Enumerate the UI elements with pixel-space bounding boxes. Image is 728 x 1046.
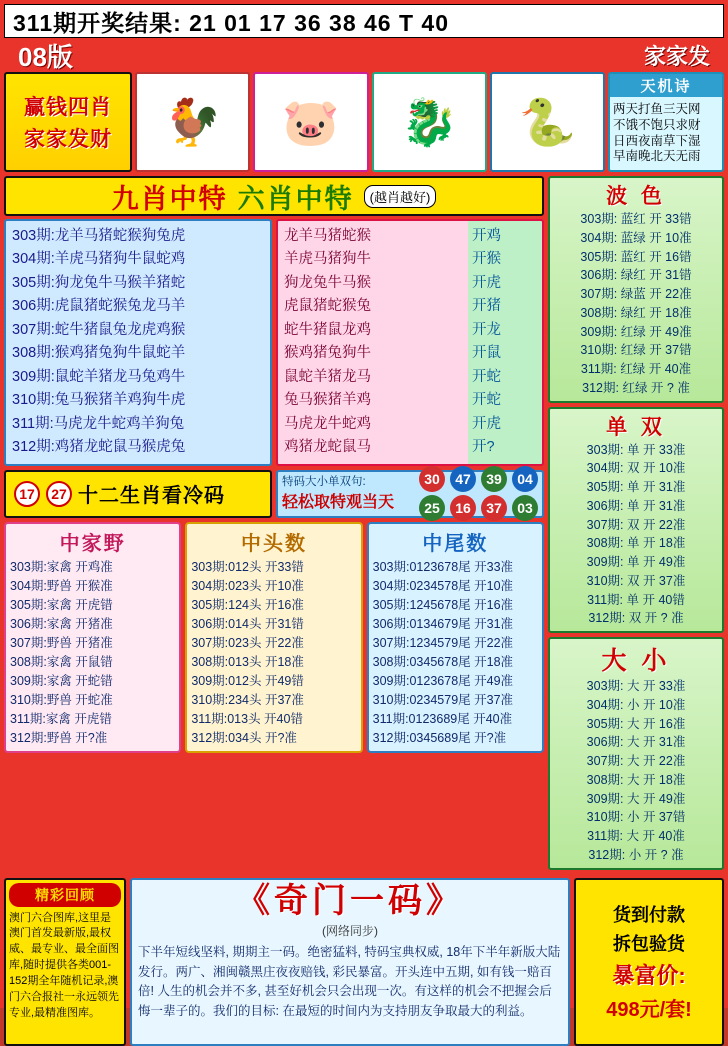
table-row: 306期: 绿红 开 31错 (580, 268, 692, 283)
middle-section (4, 176, 724, 874)
table-row: 310期: 双 开 37准 (586, 573, 686, 588)
promo-panel (130, 878, 570, 1046)
table-row: 309期:012头 开49错 (191, 673, 304, 688)
cold-ball-2: 27 (46, 481, 72, 507)
table-row: 303期:家禽 开鸡准 (10, 559, 113, 574)
table-row: 309期:家禽 开蛇错 (10, 673, 113, 688)
table-row: 306期: 大 开 31准 (586, 735, 686, 750)
payment-line-2: 拆包验货 (613, 934, 685, 954)
table-row: 309期:0123678尾 开49准 (372, 673, 514, 688)
table-row: 306期:家禽 开猪准 (10, 616, 113, 631)
six-animals-values (278, 221, 468, 464)
box-weishu (367, 522, 544, 753)
table-row: 306期:014头 开31错 (191, 616, 304, 631)
box-title: 中尾数 (422, 532, 489, 555)
result-header: 311期开奖结果: 21 01 17 36 38 46 T 40 (4, 4, 724, 38)
poem-line-3: 日西夜南草下湿 (613, 133, 701, 148)
special-code-title: 特码大小单双句: (282, 475, 366, 488)
prediction-tables (4, 219, 544, 466)
table-row: 鼠蛇羊猪龙马 (284, 368, 371, 385)
table-row: 309期:鼠蛇羊猪龙马兔鸡牛 (12, 368, 186, 385)
poem-line-2: 不饿不饱只求财 (613, 117, 701, 132)
table-row: 303期: 单 开 33准 (586, 442, 686, 457)
code-ball: 03 (512, 495, 538, 521)
slogan-line-2: 家家发财 (24, 128, 112, 151)
table-row: 308期: 单 开 18准 (586, 536, 686, 551)
table-row: 311期:013头 开40错 (191, 711, 303, 726)
panel-title: 波 色 (606, 185, 666, 208)
special-code-subtitle: 轻松取特观当天 (282, 494, 395, 512)
ball-row-1 (410, 466, 538, 492)
table-row: 310期:野兽 开蛇准 (10, 692, 113, 707)
main-title-note: (越肖越好) (364, 185, 437, 208)
table-row: 311期:0123689尾 开40准 (372, 711, 513, 726)
table-row: 308期:0345678尾 开18准 (372, 654, 514, 669)
table-row: 309期: 单 开 49准 (586, 555, 686, 569)
rooster-icon: 🐓 (135, 72, 250, 172)
table-row: 猴鸡猪兔狗牛 (284, 345, 371, 362)
table-row: 307期: 绿蓝 开 22准 (580, 287, 692, 301)
table-row: 312期:034头 开?准 (191, 730, 297, 745)
table-row: 305期:狗龙兔牛马猴羊猪蛇 (12, 274, 186, 291)
table-row: 311期:马虎龙牛蛇鸡羊狗兔 (12, 415, 185, 432)
table-row: 312期:野兽 开?准 (10, 730, 108, 745)
animal-images (135, 72, 605, 172)
table-row: 狗龙兔牛马猴 (284, 274, 371, 291)
top-band (4, 72, 724, 172)
table-row: 312期:鸡猪龙蛇鼠马猴虎兔 (12, 439, 186, 456)
dragon-icon: 🐉 (372, 72, 487, 172)
table-row: 309期: 大 开 49准 (586, 791, 686, 806)
table-row: 鸡猪龙蛇鼠马 (284, 439, 371, 456)
cold-code-panel (4, 470, 272, 518)
main-title-bar (4, 176, 544, 216)
panel-danshuang (548, 407, 724, 634)
left-column (4, 176, 544, 874)
result-row: 开龙 (472, 321, 501, 338)
table-row: 308期:家禽 开鼠错 (10, 654, 113, 669)
review-panel (4, 878, 126, 1046)
price-panel (574, 878, 724, 1046)
table-row: 307期:023头 开22准 (191, 635, 304, 650)
issue-label: 08版 (18, 41, 73, 72)
table-row: 312期: 双 开 ? 准 (588, 611, 684, 626)
result-row: 开鸡 (472, 228, 501, 244)
ball-row-2 (410, 495, 538, 521)
payment-line-1: 货到付款 (613, 905, 685, 925)
panel-title: 大 小 (601, 647, 671, 675)
table-row: 羊虎马猪狗牛 (284, 251, 371, 268)
promo-subtitle: (网络同步) (322, 923, 378, 938)
table-row: 311期:家禽 开虎错 (10, 711, 112, 726)
price-label: 暴富价: (612, 963, 686, 988)
result-row: 开虎 (472, 274, 501, 291)
poem-lines (610, 97, 722, 170)
poem-title: 天机诗 (610, 74, 722, 97)
result-row: 开猪 (472, 298, 501, 315)
box-title: 中家野 (59, 532, 126, 555)
poem-panel (608, 72, 724, 172)
price-value: 498元/套! (606, 999, 692, 1021)
table-row: 309期: 红绿 开 49准 (580, 324, 692, 339)
box-jiaye (4, 522, 181, 753)
table-row: 303期:0123678尾 开33准 (372, 559, 514, 574)
result-row: 开鼠 (472, 345, 501, 362)
cold-code-label: 十二生肖看冷码 (78, 485, 225, 508)
panel-title: 单 双 (606, 415, 666, 439)
table-row: 310期:兔马猴猪羊鸡狗牛虎 (12, 392, 186, 409)
box-title: 中头数 (240, 532, 307, 555)
table-row: 307期: 大 开 22准 (586, 754, 686, 768)
code-ball: 47 (450, 466, 476, 492)
table-row: 308期: 绿红 开 18准 (580, 305, 692, 320)
special-code-text (278, 472, 410, 516)
table-row: 312期: 红绿 开 ? 准 (582, 380, 690, 395)
nine-animals-table (4, 219, 272, 466)
table-row: 304期:野兽 开猴准 (10, 578, 113, 593)
right-column (548, 176, 724, 874)
review-tag: 精彩回顾 (9, 883, 121, 907)
table-row: 304期:0234578尾 开10准 (372, 578, 514, 593)
main-title-left: 九肖中特 (111, 183, 228, 214)
snake-icon: 🐍 (490, 72, 605, 172)
box-toushu (185, 522, 362, 753)
table-row: 305期:124头 开16准 (191, 597, 304, 612)
table-row: 305期:家禽 开虎错 (10, 597, 113, 612)
table-row: 303期: 大 开 33准 (586, 679, 686, 693)
result-row: 开猴 (472, 251, 501, 268)
promo-body: 下半年短线坚料, 期期主一码。绝密猛料, 特码宝典权威, 18年下半年新版大陆发行。两广、湘闽赣黑庄夜夜赔钱, 彩民暴富。开头连中五期, 如有钱一赔百倍! 人生的机会并不多, 甚至好机会只会出现一次。有这样的机会不把握会后悔一辈子的。我们的目标: 在最短的时间内为支持朋友争取最大的利益。 (138, 944, 561, 1019)
code-ball: 25 (419, 495, 445, 521)
review-text: 澳门六合图库,这里是澳门首发最新版,最权威、最专业、最全面图库,随时提供各类001-152期全年随机记录,澳门六合报社一永远领先专业,最精准图库。 (9, 911, 119, 1020)
cold-ball-1: 17 (14, 481, 40, 507)
header-sub (4, 38, 724, 72)
table-row: 304期: 小 开 10准 (586, 697, 686, 712)
code-ball: 30 (419, 466, 445, 492)
special-code-panel (276, 470, 544, 518)
table-row: 307期:1234579尾 开22准 (372, 635, 514, 650)
six-animals-table (276, 219, 544, 466)
code-ball: 04 (512, 466, 538, 492)
table-row: 303期:龙羊马猪蛇猴狗兔虎 (12, 228, 186, 244)
table-row: 305期: 大 开 16准 (586, 716, 686, 731)
table-row: 310期:0234579尾 开37准 (372, 692, 514, 707)
panel-daxiao (548, 637, 724, 870)
table-row: 303期: 蓝红 开 33错 (580, 212, 692, 226)
result-row: 开虎 (472, 415, 501, 432)
pig-icon: 🐷 (253, 72, 368, 172)
table-row: 兔马猴猪羊鸡 (284, 392, 371, 409)
result-row: 开蛇 (472, 368, 501, 385)
result-row: 开? (472, 439, 495, 456)
table-row: 310期: 小 开 37错 (586, 810, 686, 825)
slogan-box (4, 72, 132, 172)
table-row: 马虎龙牛蛇鸡 (284, 415, 371, 432)
table-row: 311期: 单 开 40错 (587, 592, 685, 607)
panel-bose (548, 176, 724, 403)
table-row: 304期: 蓝绿 开 10准 (580, 230, 692, 245)
cold-code-row (4, 470, 544, 518)
poem-line-1: 两天打鱼三天网 (613, 102, 701, 117)
table-row: 305期:1245678尾 开16准 (372, 597, 514, 612)
table-row: 308期: 大 开 18准 (586, 772, 686, 787)
code-ball: 39 (481, 466, 507, 492)
table-row: 307期: 双 开 22准 (586, 517, 686, 532)
table-row: 311期: 大 开 40准 (587, 829, 685, 843)
promo-title: 《奇门一码》 (236, 881, 464, 920)
table-row: 306期:虎鼠猪蛇猴兔龙马羊 (12, 298, 186, 315)
table-row: 虎鼠猪蛇猴兔 (284, 298, 371, 315)
table-row: 306期: 单 开 31准 (586, 498, 686, 513)
special-code-balls (410, 472, 542, 516)
six-animals-results (468, 221, 542, 464)
table-row: 304期: 双 开 10准 (586, 461, 686, 476)
three-stat-boxes (4, 522, 544, 753)
table-row: 305期: 蓝红 开 16错 (580, 249, 692, 264)
table-row: 308期:猴鸡猪兔狗牛鼠蛇羊 (12, 345, 186, 362)
result-row: 开蛇 (472, 392, 501, 409)
table-row: 312期:0345689尾 开?准 (372, 730, 507, 745)
main-title-right: 六肖中特 (237, 183, 354, 214)
table-row: 龙羊马猪蛇猴 (284, 228, 371, 244)
table-row: 312期: 小 开 ? 准 (588, 847, 684, 862)
table-row: 310期:234头 开37准 (191, 692, 304, 707)
bottom-section (4, 878, 724, 1046)
brand-label: 家家发 (643, 43, 710, 69)
table-row: 304期:羊虎马猪狗牛鼠蛇鸡 (12, 251, 186, 268)
code-ball: 16 (450, 495, 476, 521)
table-row: 304期:023头 开10准 (191, 578, 304, 593)
table-row: 306期:0134679尾 开31准 (372, 616, 514, 631)
table-row: 305期: 单 开 31准 (586, 480, 686, 494)
code-ball: 37 (481, 495, 507, 521)
table-row: 303期:012头 开33错 (191, 559, 304, 574)
table-row: 310期: 红绿 开 37错 (580, 343, 692, 358)
table-row: 308期:013头 开18准 (191, 654, 304, 669)
table-row: 307期:蛇牛猪鼠兔龙虎鸡猴 (12, 321, 186, 338)
table-row: 311期: 红绿 开 40准 (580, 362, 692, 376)
table-row: 307期:野兽 开猪准 (10, 635, 113, 650)
table-row: 蛇牛猪鼠龙鸡 (284, 321, 371, 338)
poem-line-4: 早南晚北天无雨 (613, 149, 701, 164)
slogan-line-1: 赢钱四肖 (24, 96, 112, 119)
